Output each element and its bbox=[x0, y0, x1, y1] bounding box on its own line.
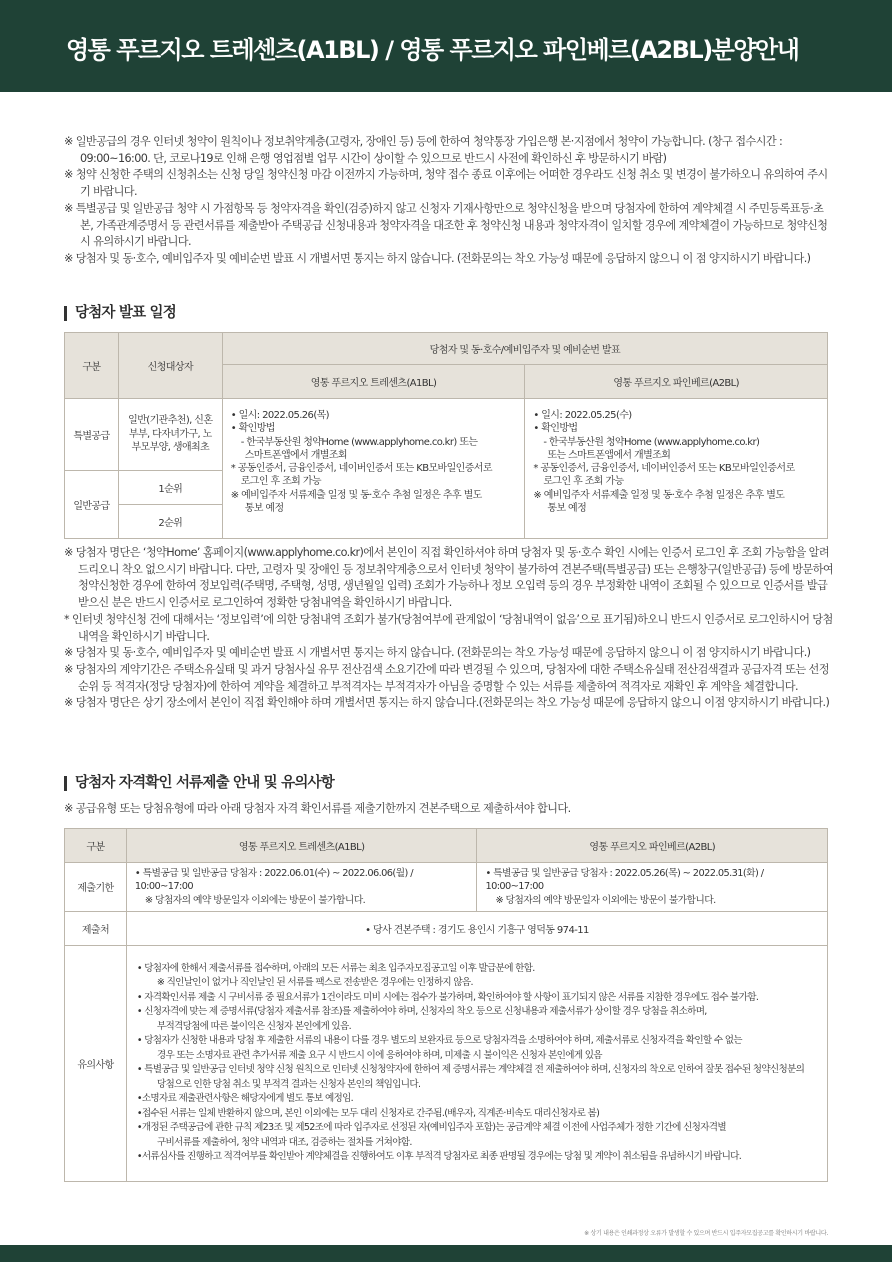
caution-cell bbox=[126, 945, 827, 1181]
page-title-strong: 분양안내 bbox=[711, 36, 799, 64]
caution-line: • 특별공급 및 일반공급 인터넷 청약 신청 원칙으로 인터넷 신청청약자에 한하여 제 증명서류는 계약체결 전 제출하여야 하며, 신청자의 착오로 인하여 잘못 접수된 청약신청분의 bbox=[136, 1064, 805, 1076]
a1-line: 통보 예정 bbox=[244, 503, 284, 515]
a1-line: ※ 예비입주자 서류제출 일정 및 동·호수 추첨 일정은 추후 별도 bbox=[230, 489, 482, 501]
a1-line: * 공동인증서, 금융인증서, 네이버인증서 또는 KB모바일인증서로 bbox=[230, 463, 492, 475]
caution-line: •서류심사를 진행하고 적격여부를 확인받아 계약체결을 진행하여도 이후 부적격 당첨자로 최종 판명될 경우에는 당첨 및 계약이 취소됨을 유념하시기 바랍니다. bbox=[136, 1151, 742, 1163]
a1-deadline bbox=[126, 863, 477, 912]
caution-line: • 신청자격에 맞는 제 증명서류(당첨자 제출서류 참조)를 제출하여야 하며, 신청자의 착오 등으로 신청내용과 제출서류가 상이할 경우 당첨을 취소하며, bbox=[136, 1006, 707, 1018]
a1-deadline-note: ※ 당첨자의 예약 방문일자 이외에는 방문이 불가합니다. bbox=[144, 894, 366, 906]
caution-list bbox=[127, 956, 827, 1171]
row-special: 특별공급 bbox=[65, 399, 119, 471]
a2-deadline-text: • 특별공급 및 일반공급 당첨자 : 2022.05.26(목) ~ 2022.05.31(화) / 10:00~17:00 bbox=[485, 868, 764, 893]
a2-line: ※ 예비입주자 서류제출 일정 및 동·호수 추첨 일정은 추후 별도 bbox=[533, 489, 785, 501]
section-title-announcement: 당첨자 발표 일정 bbox=[64, 306, 176, 321]
row-special-target: 일반(기관추천), 신혼부부, 다자녀가구, 노부모부양, 생애최초 bbox=[118, 399, 222, 471]
th-a2: 영통 푸르지오 파인베르(A2BL) bbox=[477, 829, 828, 863]
row-rank1: 1순위 bbox=[118, 471, 222, 505]
note-item: ※ 일반공급의 경우 인터넷 청약이 원칙이나 정보취약계층(고령자, 장애인 등) 등에 한하여 청약통장 가입은행 본·지점에서 청약이 가능합니다. (창구 접수시간 : 09:00~16:00. 단, 코로나19로 인해 은행 영업점별 업무 시간이 상이할 수 있으므로 반드시 사전에 확인하신 후 방문하시기 바람) bbox=[64, 135, 783, 165]
row-place: 제출처 bbox=[65, 911, 127, 945]
header-banner bbox=[0, 0, 892, 92]
a1-line: 스마트폰앱에서 개별조회 bbox=[244, 449, 347, 461]
a1-deadline-text: • 특별공급 및 일반공급 당첨자 : 2022.06.01(수) ~ 2022.06.06(월) / 10:00~17:00 bbox=[134, 868, 413, 893]
caution-line: 구비서류를 제출하여, 청약 내역과 대조, 검증하는 절차를 거쳐야함. bbox=[156, 1136, 412, 1148]
a1-announcement bbox=[222, 399, 525, 539]
a1-line: • 확인방법 bbox=[230, 423, 275, 435]
documents-table bbox=[64, 828, 828, 1182]
general-notes bbox=[64, 134, 834, 268]
documents-intro: ※ 공급유형 또는 당첨유형에 따라 아래 당첨자 자격 확인서류를 제출기한까지 견본주택으로 제출하셔야 합니다. bbox=[64, 802, 571, 815]
a2-line: * 공동인증서, 금융인증서, 네이버인증서 또는 KB모바일인증서로 bbox=[533, 463, 795, 475]
a2-line: - 한국부동산원 청약Home (www.applyhome.co.kr) bbox=[543, 436, 760, 448]
page-title bbox=[66, 30, 798, 65]
note-item: ※ 당첨자 명단은 ‘청약Home’ 홈페이지(www.applyhome.co.kr)에서 본인이 직접 확인하셔야 하며 당첨자 및 동·호수 확인 시에는 인증서 로그인 후 조회 가능함을 알려드리오니 착오 없으시기 바랍니다. 다만, 고령자 및 장애인 등 정보취약계층으로서 인터넷 청약이 불가하여 견본주택(특별공급) 또는 은행창구(일반공급) 등에 방문하여 청약신청한 경우에 한하여 정보입력(주택명, 주택형, 성명, 생년월일 입력) 조회가 가능하나 정보 오입력 등의 경우 부정확한 내역이 조회될 수 있으므로 인증서를 발급받으신 분은 반드시 인증서로 로그인하여 정확한 당첨내역을 확인하시기 바랍니다. bbox=[64, 546, 834, 610]
note-item: ※ 특별공급 및 일반공급 청약 시 가점항목 등 청약자격을 확인(검증)하지 않고 신청자 기재사항만으로 청약신청을 받으며 당첨자에 한하여 계약체결 시 주민등록표등·초본, 가족관계증명서 등 관련서류를 제출받아 주택공급 신청내용과 청약자격을 대조한 후 청약신청 내용과 청약자격이 일치할 경우에 계약체결이 가능하므로 청약신청 시 유의하시기 바랍니다. bbox=[64, 201, 828, 249]
a1-line: • 일시: 2022.05.26(목) bbox=[230, 410, 329, 421]
row-general: 일반공급 bbox=[65, 471, 119, 539]
place-value: • 당사 견본주택 : 경기도 용인시 기흥구 영덕동 974-11 bbox=[126, 911, 827, 945]
note-item: ※ 당첨자 명단은 상기 장소에서 본인이 직접 확인해야 하며 개별서면 통지는 하지 않습니다.(전화문의는 착오 가능성 때문에 응답하지 않으니 이점 양지하시기 바랍니다.) bbox=[64, 696, 830, 710]
row-rank2: 2순위 bbox=[118, 505, 222, 539]
th-gubun: 구분 bbox=[65, 333, 119, 399]
caution-line: 부적격당첨에 따른 불이익은 신청자 본인에게 있음. bbox=[156, 1020, 351, 1032]
announcement-table bbox=[64, 332, 828, 539]
caution-line: •소명자료 제출관련사항은 해당자에게 별도 통보 예정임. bbox=[136, 1093, 354, 1105]
a2-line: 로그인 후 조회 가능 bbox=[543, 476, 624, 488]
caution-line: •개정된 주택공급에 관한 규칙 제23조 및 제52조에 따라 입주자로 선정된 자(예비입주자 포함)는 공급계약 체결 이전에 사업주체가 정한 기간에 신청자격별 bbox=[136, 1122, 726, 1134]
a1-line: 로그인 후 조회 가능 bbox=[240, 476, 321, 488]
a2-line: 통보 예정 bbox=[547, 503, 587, 515]
a2-deadline bbox=[477, 863, 828, 912]
a2-announcement bbox=[525, 399, 828, 539]
a2-line: 또는 스마트폰앱에서 개별조회 bbox=[547, 449, 671, 461]
caution-line: •접수된 서류는 일체 반환하지 않으며, 본인 이외에는 모두 대리 신청자로 간주됨.(배우자, 직계존·비속도 대리신청자로 봄) bbox=[136, 1107, 600, 1119]
a2-deadline-note: ※ 당첨자의 예약 방문일자 이외에는 방문이 불가합니다. bbox=[495, 894, 716, 906]
a2-line: • 확인방법 bbox=[533, 423, 578, 435]
caution-line: ※ 직인날인이 없거나 직인날인 된 서류를 팩스로 전송받은 경우에는 인정하지 않음. bbox=[156, 977, 473, 989]
caution-line: • 당첨자에 한해서 제출서류를 접수하며, 아래의 모든 서류는 최초 입주자모집공고일 이후 발급분에 한함. bbox=[136, 962, 535, 974]
row-caution: 유의사항 bbox=[65, 945, 127, 1181]
row-deadline: 제출기한 bbox=[65, 863, 127, 912]
footnote: ※ 상기 내용은 인쇄과정상 오류가 발생할 수 있으며 반드시 입주자모집공고를 확인하시기 바랍니다. bbox=[584, 1230, 828, 1237]
note-item: ※ 청약 신청한 주택의 신청취소는 신청 당일 청약신청 마감 이전까지 가능하며, 청약 접수 종료 이후에는 어떠한 경우라도 신청 취소 및 변경이 불가하오니 유의하여 주시기 바랍니다. bbox=[64, 168, 828, 199]
caution-line: 경우 또는 소명자료 관련 추가서류 제출 요구 시 반드시 이에 응하여야 하며, 미제출 시 불이익은 신청자 본인에게 있음 bbox=[156, 1049, 602, 1061]
a2-line: • 일시: 2022.05.25(수) bbox=[533, 410, 632, 421]
th-gubun: 구분 bbox=[65, 829, 127, 863]
th-a1: 영통 푸르지오 트레센츠(A1BL) bbox=[222, 365, 525, 399]
note-item: * 인터넷 청약신청 건에 대해서는 ‘정보입력’에 의한 당첨내역 조회가 불가(당첨여부에 관계없이 ‘당첨내역이 없음’으로 표기됨)하오니 반드시 인증서로 로그인하시어 당첨내역을 확인하시기 바랍니다. bbox=[64, 612, 833, 643]
caution-line: • 자격확인서류 제출 시 구비서류 중 필요서류가 1건이라도 미비 시에는 접수가 불가하며, 확인하여야 할 사항이 표기되지 않은 서류를 지참한 경우에도 접수 불가함. bbox=[136, 991, 759, 1003]
th-a2: 영통 푸르지오 파인베르(A2BL) bbox=[525, 365, 828, 399]
caution-line: 당첨으로 인한 당첨 취소 및 부적격 결과는 신청자 본인의 책임입니다. bbox=[156, 1078, 421, 1090]
caution-line: • 당첨자가 신청한 내용과 당첨 후 제출한 서류의 내용이 다를 경우 별도의 보완자료 등으로 당첨자격을 소명하여야 하며, 제출서류로 신청자격을 확인할 수 없는 bbox=[136, 1035, 742, 1047]
footer-bar bbox=[0, 1245, 892, 1262]
th-target: 신청대상자 bbox=[118, 333, 222, 399]
note-item: ※ 당첨자 및 동·호수, 예비입주자 및 예비순번 발표 시 개별서면 통지는 하지 않습니다. (전화문의는 착오 가능성 때문에 응답하지 않으니 이 점 양지하시기 바랍니다.) bbox=[64, 251, 811, 265]
note-item: ※ 당첨자의 계약기간은 주택소유실태 및 과거 당첨사실 유무 전산검색 소요기간에 따라 변경될 수 있으며, 당첨자에 대한 주택소유실태 전산검색결과 공급자격 또는 선정순위 등 적격자(정당 당첨자)에 한하여 계약을 체결하고 부적격자는 부적격자가 아님을 증명할 수 있는 서류를 제출하여 적격자로 재확인 후 계약을 체결합니다. bbox=[64, 662, 829, 693]
note-item: ※ 당첨자 및 동·호수, 예비입주자 및 예비순번 발표 시 개별서면 통지는 하지 않습니다. (전화문의는 착오 가능성 때문에 응답하지 않으니 이 점 양지하시기 바랍니다.) bbox=[64, 646, 811, 660]
section-title-documents: 당첨자 자격확인 서류제출 안내 및 유의사항 bbox=[64, 776, 334, 791]
th-a1: 영통 푸르지오 트레센츠(A1BL) bbox=[126, 829, 477, 863]
a1-line: - 한국부동산원 청약Home (www.applyhome.co.kr) 또는 bbox=[240, 436, 478, 448]
announcement-notes bbox=[64, 545, 834, 712]
th-group: 당첨자 및 동·호수/예비입주자 및 예비순번 발표 bbox=[222, 333, 827, 365]
page-title-main: 영통 푸르지오 트레센츠(A1BL) / 영통 푸르지오 파인베르(A2BL) bbox=[66, 36, 712, 64]
